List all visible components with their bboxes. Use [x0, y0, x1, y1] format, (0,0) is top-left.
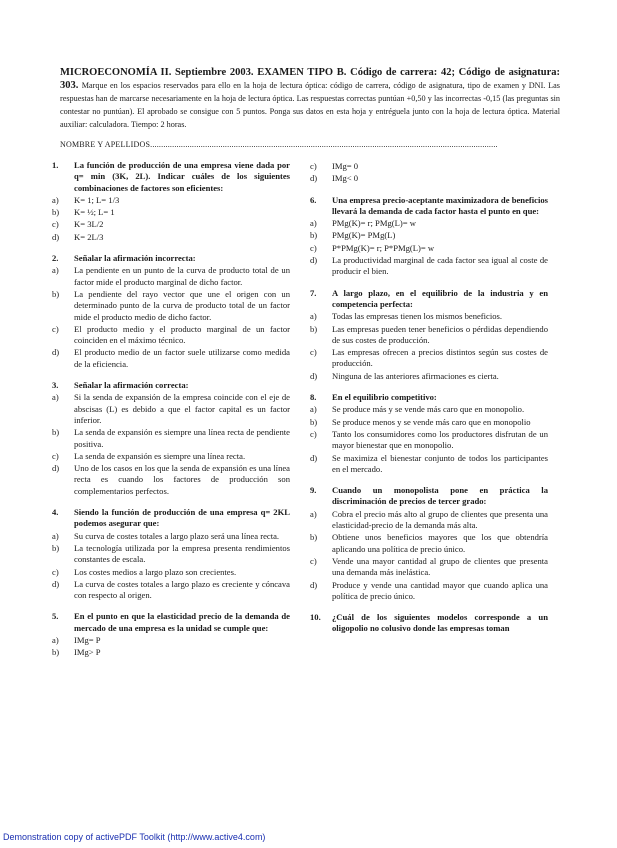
option-letter: a)	[52, 194, 59, 205]
option-letter: b)	[52, 427, 60, 438]
option-letter: a)	[310, 311, 317, 322]
answer-option	[52, 543, 290, 566]
question-stem: Señalar la afirmación correcta:	[74, 380, 189, 391]
option-text: Tanto los consumidores como los productores disfrutan de un mayor bienestar que en monopolio.	[332, 428, 548, 451]
answer-option	[310, 371, 548, 382]
option-text: K= 3L/2	[74, 219, 104, 230]
option-letter: d)	[310, 255, 318, 266]
option-text: K= 2L/3	[74, 231, 104, 242]
question-stem: En el equilibrio competitivo:	[332, 392, 437, 403]
option-letter: d)	[310, 173, 318, 184]
answer-option	[310, 556, 548, 579]
option-letter: b)	[310, 230, 318, 241]
answer-option	[52, 232, 290, 243]
option-text: Cobra el precio más alto al grupo de clientes que presenta una elasticidad-precio de la demanda más alta.	[332, 508, 548, 531]
question	[310, 485, 548, 602]
option-letter: d)	[310, 579, 318, 590]
question	[52, 507, 290, 601]
option-letter: a)	[52, 392, 59, 403]
answer-option	[52, 427, 290, 450]
option-text: Su curva de costes totales a largo plazo será una línea recta.	[74, 530, 280, 541]
option-letter: c)	[310, 347, 317, 358]
option-letter: c)	[310, 555, 317, 566]
option-text: El producto medio de un factor suele utilizarse como medida de la eficiencia.	[74, 347, 290, 369]
option-text: Se produce menos y se vende más caro que en monopolio	[332, 416, 531, 427]
option-text: La pendiente en un punto de la curva de producto total de un factor mide el producto marginal de dicho factor.	[74, 265, 290, 287]
option-letter: b)	[52, 288, 60, 299]
question-number: 2.	[52, 253, 59, 264]
answer-option	[310, 161, 548, 172]
option-text: IMg= 0	[332, 161, 359, 171]
option-letter: d)	[52, 578, 60, 589]
instructions: Marque en los espacios reservados para ello en la hoja de lectura óptica: código de carrera, código de asignatura, tipo de examen y DNI. Las respuestas han de marcarse necesariamente en la hoja de lectura óptica. Las respuestas correctas puntúan +0,50 y las incorrectas -0,15 (las preguntas sin contestar no puntúan). El aprobado se consigue con 5 puntos. Ponga sus datos en esta hoja y entréguela junto con la hoja de lectura óptica. Material auxiliar: calculadora. Tiempo: 2 horas.	[60, 81, 560, 129]
answer-option	[52, 579, 290, 602]
question	[310, 161, 548, 185]
title-bold: MICROECONOMÍA II. Septiembre 2003. EXAMEN TIPO B. Código de carrera: 42; Código de asignatura: 303.	[60, 67, 560, 91]
option-text: IMg= P	[74, 634, 101, 645]
question	[310, 288, 548, 382]
option-letter: c)	[310, 242, 317, 253]
option-letter: d)	[52, 347, 60, 358]
option-text: La curva de costes totales a largo plazo es creciente y cóncava con respecto al origen.	[74, 578, 290, 601]
option-text: La tecnología utilizada por la empresa presenta rendimientos constantes de escala.	[74, 542, 290, 565]
option-text: La senda de expansión es siempre una línea recta de pendiente positiva.	[74, 427, 290, 449]
question	[310, 392, 548, 475]
question-stem: Siendo la función de producción de una empresa q= 2KL podemos asegurar que:	[74, 507, 290, 529]
option-letter: a)	[52, 634, 59, 645]
question-number: 9.	[310, 485, 317, 496]
option-text: PMg(K)= PMg(L)	[332, 230, 396, 241]
question	[310, 612, 548, 635]
answer-option	[52, 347, 290, 370]
option-text: Obtiene unos beneficios mayores que los que obtendría aplicando una política de precio único.	[332, 532, 548, 554]
answer-option	[310, 311, 548, 322]
option-letter: b)	[52, 542, 60, 553]
option-text: La productividad marginal de cada factor sea igual al coste de producir el bien.	[332, 255, 548, 277]
option-letter: a)	[310, 218, 317, 229]
answer-option	[52, 265, 290, 288]
option-text: Se produce más y se vende más caro que en monopolio.	[332, 404, 525, 415]
option-letter: c)	[52, 450, 59, 461]
question-stem: Cuando un monopolista pone en práctica la discriminación de precios de tercer grado:	[332, 485, 548, 507]
option-letter: b)	[52, 207, 60, 218]
answer-option	[310, 347, 548, 370]
option-letter: d)	[310, 370, 318, 381]
answer-option	[310, 417, 548, 428]
footer-watermark[interactable]: Demonstration copy of activePDF Toolkit (http://www.active4.com)	[3, 832, 266, 842]
answer-option	[310, 324, 548, 347]
answer-option	[310, 429, 548, 452]
exam-title	[60, 66, 560, 131]
option-text: Vende una mayor cantidad al grupo de clientes que presenta una demanda más inelástica.	[332, 555, 548, 578]
answer-option	[52, 463, 290, 497]
option-text: Si la senda de expansión de la empresa coincide con el eje de abscisas (L) es debido a que el factor capital es un factor inferior.	[74, 392, 290, 425]
answer-option	[52, 647, 290, 658]
option-letter: d)	[52, 463, 60, 474]
answer-option	[310, 173, 548, 184]
option-letter: b)	[310, 323, 318, 334]
question-stem: En el punto en que la elasticidad precio de la demanda de mercado de una empresa es la unidad se cumple que:	[74, 611, 290, 633]
option-text: Las empresas ofrecen a precios distintos según sus costes de producción.	[332, 347, 548, 369]
option-text: IMg> P	[74, 647, 101, 658]
answer-option	[310, 243, 548, 254]
question	[52, 380, 290, 497]
answer-option	[52, 324, 290, 347]
answer-option	[310, 509, 548, 532]
option-text: Produce y vende una cantidad mayor que cuando aplica una política de precio único.	[332, 579, 548, 601]
question-number: 8.	[310, 392, 317, 403]
option-text: P*PMg(K)= r; P*PMg(L)= w	[332, 242, 435, 253]
question-number: 4.	[52, 507, 59, 518]
right-column	[310, 160, 548, 645]
option-text: La senda de expansión es siempre una línea recta.	[74, 450, 246, 461]
option-letter: c)	[52, 323, 59, 334]
question-stem: A largo plazo, en el equilibrio de la industria y en competencia perfecta:	[332, 287, 548, 309]
answer-option	[310, 230, 548, 241]
option-text: El producto medio y el producto marginal de un factor coinciden en el máximo técnico.	[74, 323, 290, 346]
question-stem: Señalar la afirmación incorrecta:	[74, 253, 196, 264]
option-text: Los costes medios a largo plazo son crecientes.	[74, 566, 237, 577]
question-number: 6.	[310, 194, 317, 205]
option-letter: a)	[310, 404, 317, 415]
exam-header	[60, 66, 560, 131]
option-text: IMg< 0	[332, 173, 359, 184]
option-text: Las empresas pueden tener beneficios o pérdidas dependiendo de sus costes de producción.	[332, 323, 548, 345]
answer-option	[52, 451, 290, 462]
option-letter: b)	[52, 647, 60, 658]
option-text: K= 1; L= 1/3	[74, 194, 120, 205]
answer-option	[52, 635, 290, 646]
option-letter: d)	[52, 231, 60, 242]
answer-option	[52, 195, 290, 206]
answer-option	[52, 207, 290, 218]
option-text: Ninguna de las anteriores afirmaciones es cierta.	[332, 370, 499, 381]
answer-option	[310, 218, 548, 229]
option-text: Uno de los casos en los que la senda de expansión es una línea recta es cuando los factores de producción son complementarios perfectos.	[74, 463, 290, 496]
question-number: 1.	[52, 160, 59, 170]
question-stem: ¿Cuál de los siguientes modelos corresponde a un oligopolio no colusivo donde las empresas toman	[332, 612, 548, 634]
question-stem: La función de producción de una empresa viene dada por q= min (3K, 2L). Indicar cuáles de los siguientes combinaciones de factores son eficientes:	[74, 160, 290, 193]
answer-option	[310, 404, 548, 415]
question	[52, 253, 290, 370]
question-number: 5.	[52, 611, 59, 622]
option-text: La pendiente del rayo vector que une el origen con un determinado punto de la curva de producto total de un factor mide el producto medio de dicho factor.	[74, 288, 290, 322]
option-text: K= ½; L= 1	[74, 207, 115, 218]
option-letter: c)	[52, 566, 59, 577]
question	[52, 160, 290, 243]
option-letter: a)	[310, 508, 317, 519]
option-text: Se maximiza el bienestar conjunto de todos los participantes en el mercado.	[332, 452, 548, 474]
answer-option	[52, 531, 290, 542]
option-letter: c)	[310, 161, 317, 171]
option-letter: c)	[310, 428, 317, 439]
answer-option	[52, 289, 290, 323]
answer-option	[310, 532, 548, 555]
option-text: Todas las empresas tienen los mismos beneficios.	[332, 311, 503, 322]
question-number: 10.	[310, 612, 321, 623]
question-number: 3.	[52, 380, 59, 391]
option-letter: b)	[310, 532, 318, 543]
option-letter: b)	[310, 416, 318, 427]
answer-option	[52, 392, 290, 426]
option-letter: a)	[52, 265, 59, 276]
answer-option	[52, 567, 290, 578]
question	[52, 611, 290, 658]
name-line: NOMBRE Y APELLIDOS..............................................................................................................................................................	[60, 140, 498, 149]
answer-option	[310, 580, 548, 603]
question	[310, 195, 548, 278]
question-number: 7.	[310, 287, 317, 298]
answer-option	[52, 219, 290, 230]
question-stem: Una empresa precio-aceptante maximizadora de beneficios llevará la demanda de cada factor hasta el punto en que:	[332, 194, 548, 216]
option-letter: a)	[52, 530, 59, 541]
option-letter: c)	[52, 219, 59, 230]
answer-option	[310, 453, 548, 476]
answer-option	[310, 255, 548, 278]
option-letter: d)	[310, 452, 318, 463]
option-text: PMg(K)= r; PMg(L)= w	[332, 218, 416, 229]
left-column	[52, 160, 290, 669]
